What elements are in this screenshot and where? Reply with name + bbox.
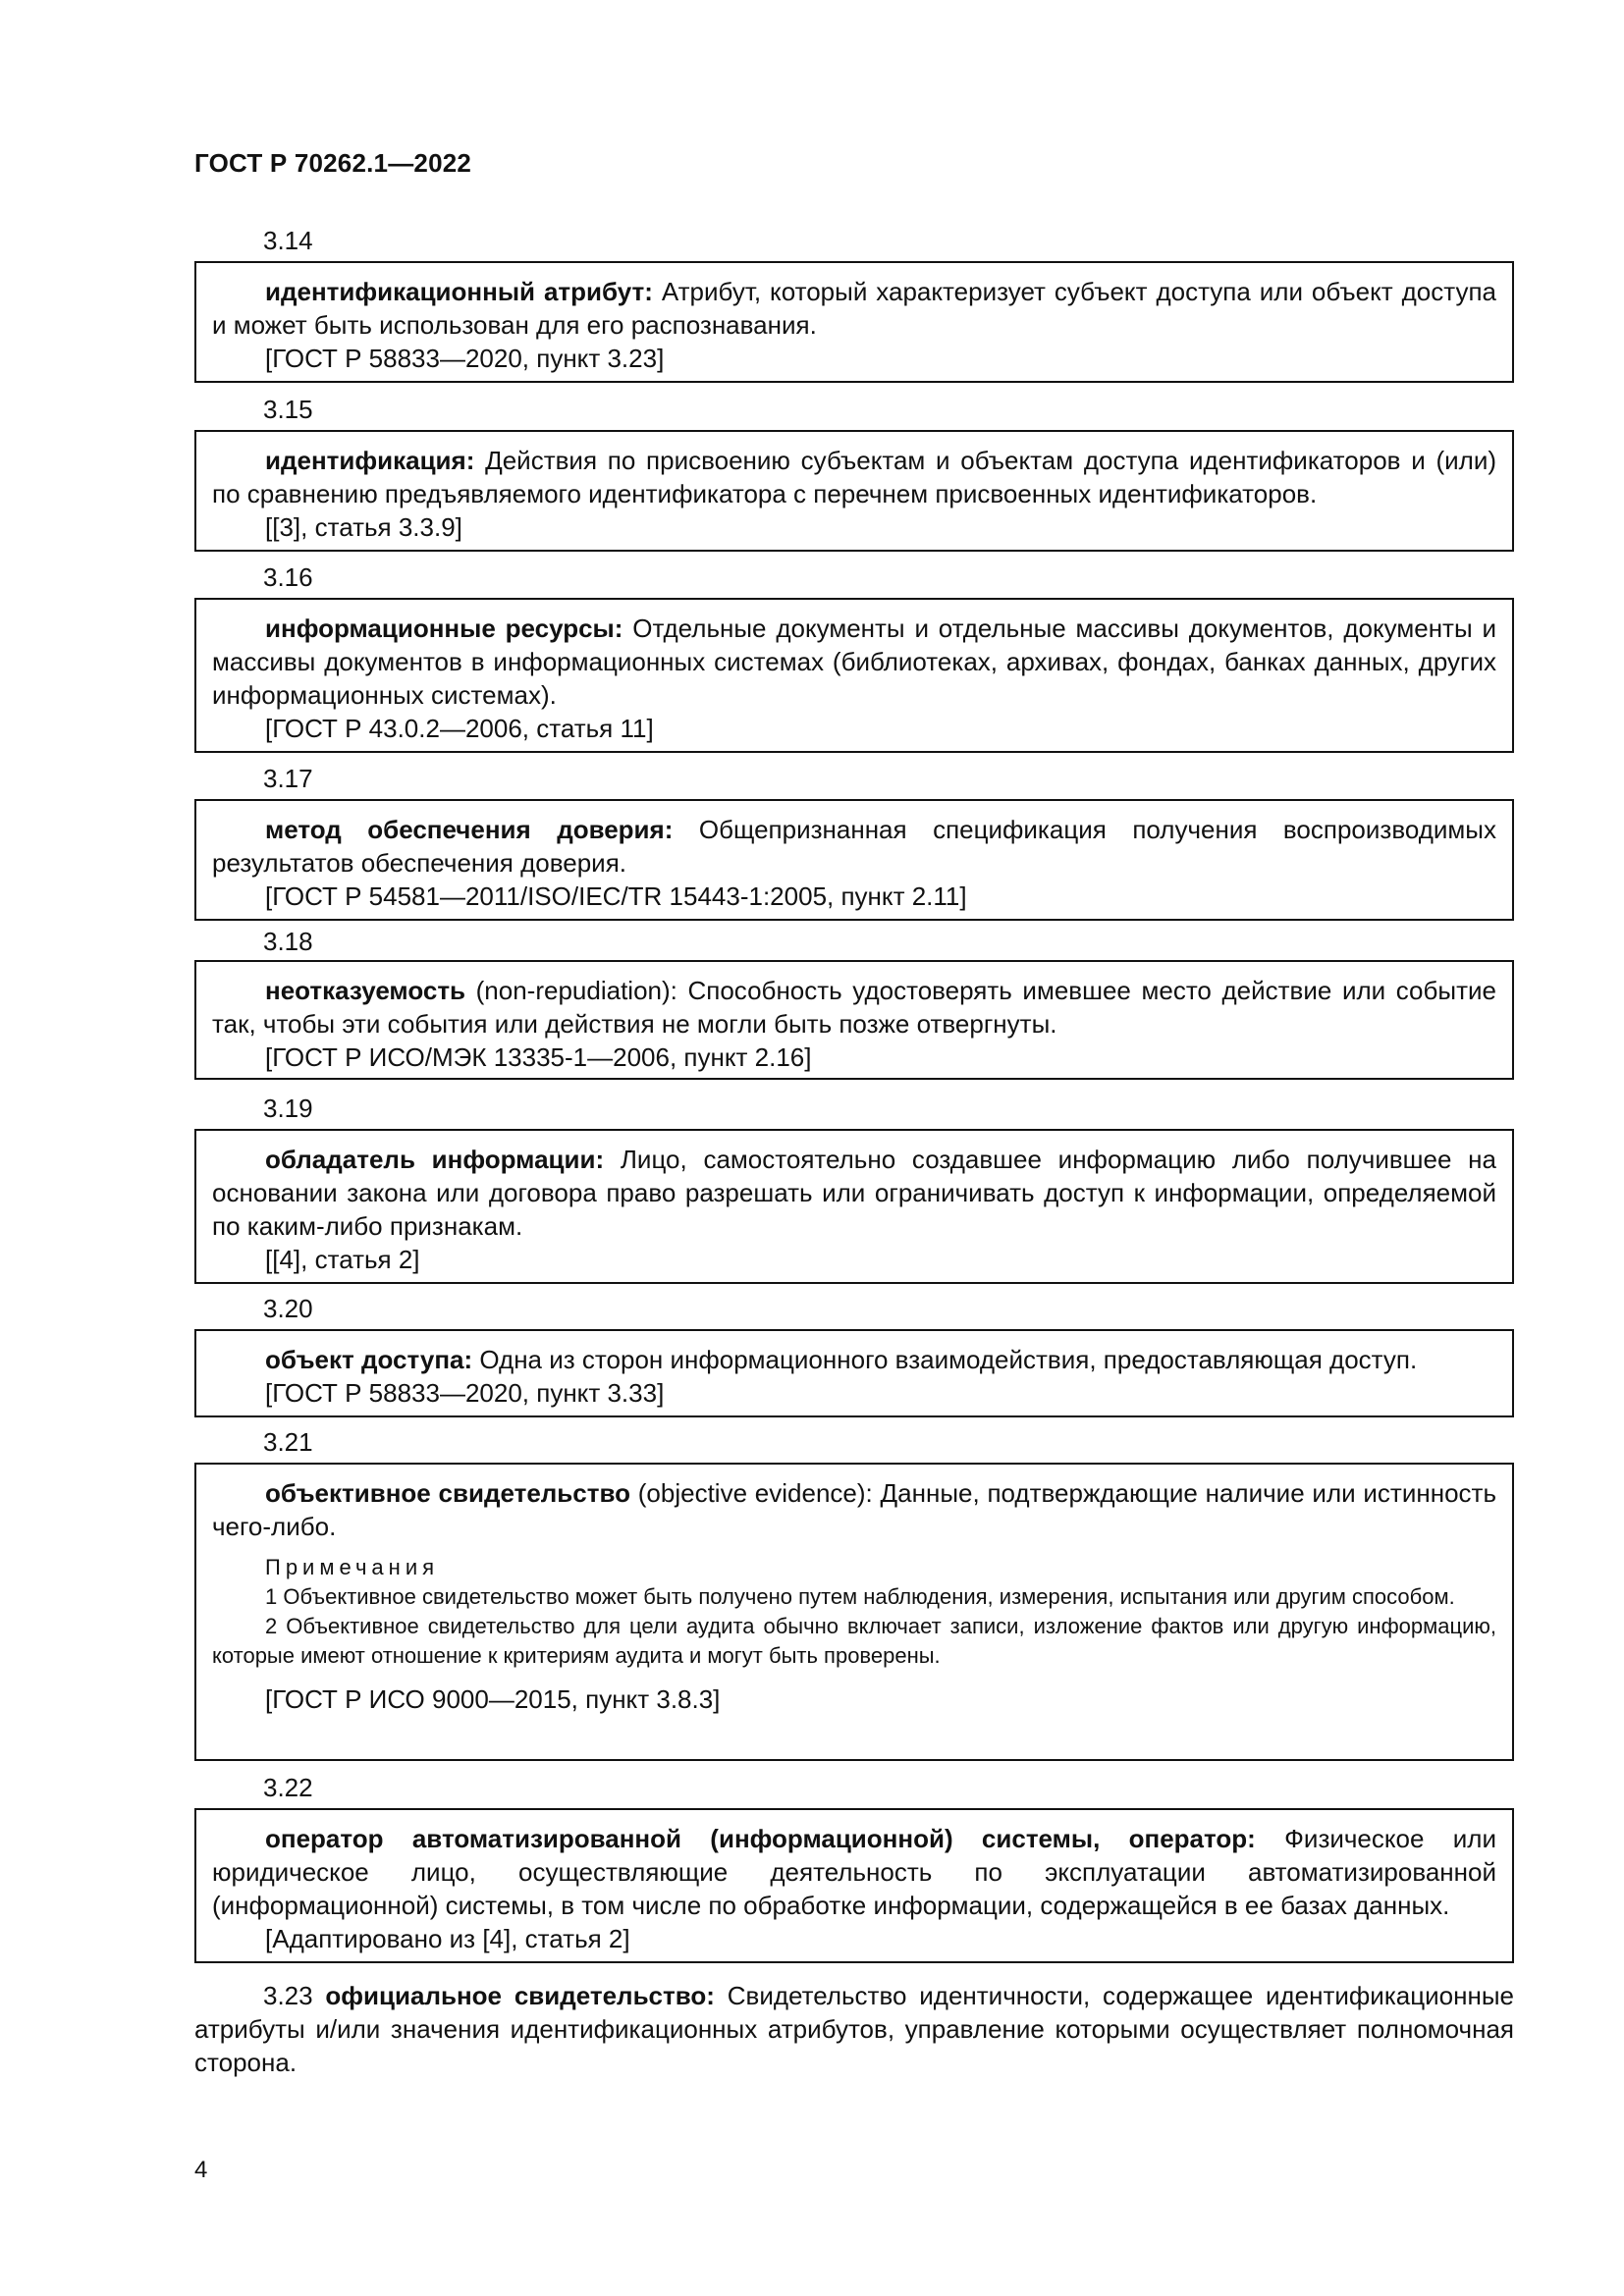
term: идентификация:	[265, 446, 475, 475]
entry-box-3-21	[194, 1463, 1514, 1761]
definition-text: Отдельные документы и отдельные массивы документов, документы и массивы документов в информационных системах (библиотеках, архивах, фондах, банках данных, других информационных системах).	[212, 614, 1497, 710]
source-reference: [ГОСТ Р 54581—2011/ISO/IEC/TR 15443-1:2005, пункт 2.11]	[265, 881, 967, 911]
source-reference: [[4], статья 2]	[265, 1245, 420, 1274]
entry-number-3-19: 3.19	[263, 1094, 313, 1123]
definition-text: Атрибут, который характеризует субъект доступа или объект доступа и может быть использован для его распознавания.	[212, 277, 1497, 340]
definition-text: : Способность удостоверять имевшее место действие или событие так, чтобы эти события или действия не могли быть позже отвергнуты.	[212, 976, 1496, 1039]
note-item: 2 Объективное свидетельство для цели аудита обычно включает записи, изложение фактов или другую информацию, которые имеют отношение к критериям аудита и могут быть проверены.	[212, 1614, 1496, 1668]
notes-block	[212, 1553, 1496, 1671]
page-number: 4	[194, 2157, 208, 2183]
source-reference: [[3], статья 3.3.9]	[265, 512, 462, 542]
term: информационные ресурсы:	[265, 614, 623, 643]
term: метод обеспечения доверия:	[265, 815, 674, 844]
entry-number-3-14: 3.14	[263, 226, 313, 255]
entry-box-3-17	[194, 799, 1514, 921]
entry-number-3-17: 3.17	[263, 764, 313, 793]
source-reference: [ГОСТ Р 58833—2020, пункт 3.23]	[265, 344, 665, 373]
entry-number-3-18: 3.18	[263, 927, 313, 956]
definition-text: : Данные, подтверждающие наличие или истинность чего-либо.	[212, 1478, 1496, 1541]
source-reference: [ГОСТ Р ИСО 9000—2015, пункт 3.8.3]	[265, 1684, 721, 1714]
definition	[212, 275, 1496, 342]
term: объективное свидетельство	[265, 1478, 630, 1508]
entry-box-3-14	[194, 261, 1514, 383]
definition	[212, 444, 1496, 510]
entry-number-3-15: 3.15	[263, 395, 313, 424]
entry-3-23	[194, 1979, 1514, 2079]
note-item: 1 Объективное свидетельство может быть получено путем наблюдения, измерения, испытания или другим способом.	[265, 1584, 1455, 1609]
term-english: (non-repudiation)	[465, 976, 671, 1005]
definition-text: Одна из сторон информационного взаимодействия, предоставляющая доступ.	[472, 1345, 1418, 1374]
definition	[212, 813, 1496, 880]
entry-box-3-22	[194, 1808, 1514, 1963]
definition-text: Свидетельство идентичности, содержащее идентификационные атрибуты и/или значения идентификационных атрибутов, управление которыми осуществляет полномочная сторона.	[194, 1981, 1514, 2077]
notes-title: Примечания	[265, 1555, 440, 1579]
definition	[212, 1822, 1496, 1922]
entry-number-3-20: 3.20	[263, 1294, 313, 1323]
term: обладатель информации:	[265, 1145, 605, 1174]
entry-number-3-21: 3.21	[263, 1427, 313, 1457]
definition-text: Общепризнанная спецификация получения воспроизводимых результатов обеспечения доверия.	[212, 815, 1496, 878]
term-english: (objective evidence)	[630, 1478, 866, 1508]
entry-box-3-15	[194, 430, 1514, 552]
entry-box-3-18	[194, 960, 1514, 1080]
definition	[194, 1979, 1514, 2079]
entry-box-3-19	[194, 1129, 1514, 1284]
term: официальное свидетельство:	[325, 1981, 715, 2010]
term: идентификационный атрибут:	[265, 277, 653, 306]
entry-number: 3.23	[263, 1981, 313, 2010]
definition	[212, 1476, 1496, 1543]
definition	[212, 1143, 1496, 1243]
document-header: ГОСТ Р 70262.1—2022	[194, 148, 472, 178]
entry-number-3-22: 3.22	[263, 1773, 313, 1802]
definition	[212, 974, 1496, 1041]
source-reference: [Адаптировано из [4], статья 2]	[265, 1924, 630, 1953]
term: объект доступа:	[265, 1345, 473, 1374]
definition-text: Действия по присвоению субъектам и объектам доступа идентификаторов и (или) по сравнению предъявляемого идентификатора с перечнем присвоенных идентификаторов.	[212, 446, 1496, 508]
definition	[212, 612, 1496, 712]
entry-box-3-16	[194, 598, 1514, 753]
entry-box-3-20	[194, 1329, 1514, 1417]
definition	[212, 1343, 1496, 1376]
entry-number-3-16: 3.16	[263, 562, 313, 592]
source-reference: [ГОСТ Р ИСО/МЭК 13335-1—2006, пункт 2.16]	[265, 1042, 812, 1072]
definition-text: Физическое или юридическое лицо, осуществляющие деятельность по эксплуатации автоматизированной (информационной) системы, в том числе по обработке информации, содержащейся в ее базах данных.	[212, 1824, 1497, 1920]
term: неотказуемость	[265, 976, 466, 1005]
source-reference: [ГОСТ Р 58833—2020, пункт 3.33]	[265, 1378, 665, 1408]
term: оператор автоматизированной (информационной) системы, оператор:	[265, 1824, 1256, 1853]
definition-text: Лицо, самостоятельно создавшее информацию либо получившее на основании закона или договора право разрешать или ограничивать доступ к информации, определяемой по каким-либо признакам.	[212, 1145, 1496, 1241]
source-reference: [ГОСТ Р 43.0.2—2006, статья 11]	[265, 714, 654, 743]
